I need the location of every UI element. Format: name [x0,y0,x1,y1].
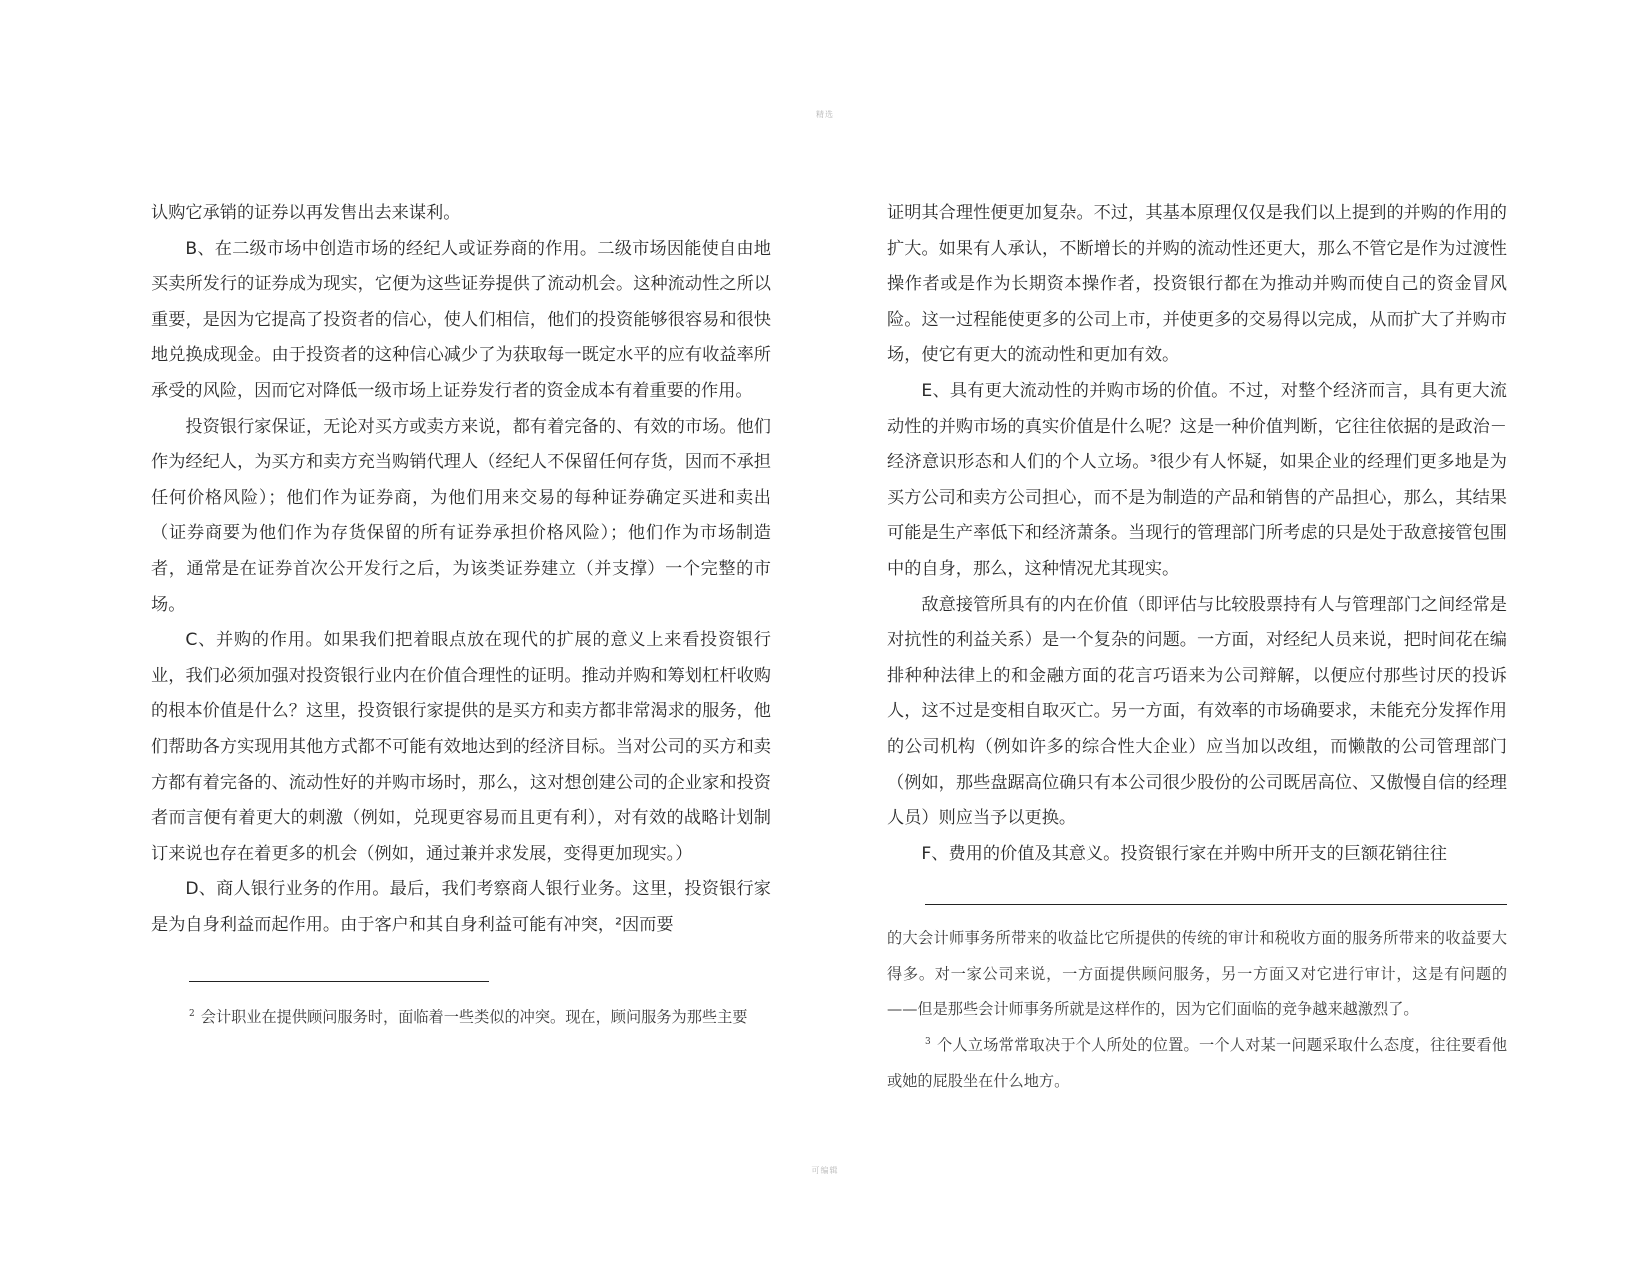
footnote-divider [189,981,489,982]
paragraph-intro: 认购它承销的证券以再发售出去来谋利。 [151,203,461,223]
footnote-2 [151,1000,771,1036]
paragraph-hostile-takeover: 敌意接管所具有的内在价值（即评估与比较股票持有人与管理部门之间经常是对抗性的利益关系）是一个复杂的问题。一方面，对经纪人员来说，把时间花在编排种种法律上的和金融方面的花言巧语来为公司辩解，以便应付那些讨厌的投诉人，这不过是变相自取灭亡。另一方面，有效率的市场确要求，未能充分发挥作用的公司机构（例如许多的综合性大企业）应当加以改组，而懒散的公司管理部门（例如，那些盘踞高位确只有本公司很少股份的公司既居高位、又傲慢自信的经理人员）则应当予以更换。 [887,594,1507,829]
footnote-3 [887,1028,1507,1099]
paragraph-d-merchant-banking: D、商人银行业务的作用。最后，我们考察商人银行业务。这里，投资银行家是为自身利益而起作用。由于客户和其自身利益可能有冲突，²因而要 [151,879,771,935]
footnote-text: 个人立场常常取决于个人所处的位置。一个人对某一问题采取什么态度，往往要看他或她的屁股坐在什么地方。 [887,1036,1507,1090]
header-watermark: 精选 [816,110,834,119]
right-column [887,196,1507,1099]
footnote-divider [925,904,1507,905]
footnote-2-continued: 的大会计师事务所带来的收益比它所提供的传统的审计和税收方面的服务所带来的收益要大得多。对一家公司来说，一方面提供顾问服务，另一方面又对它进行审计，这是有问题的——但是那些会计师事务所就是这样作的，因为它们面临的竞争越来越激烈了。 [887,929,1507,1019]
paragraph-e-liquidity-value: E、具有更大流动性的并购市场的价值。不过，对整个经济而言，具有更大流动性的并购市场的真实价值是什么呢？这是一种价值判断，它往往依据的是政治－经济意识形态和人们的个人立场。³很少有人怀疑，如果企业的经理们更多地是为买方公司和卖方公司担心，而不是为制造的产品和销售的产品担心，那么，其结果可能是生产率低下和经济萧条。当现行的管理部门所考虑的只是处于敌意接管包围中的自身，那么，这种情况尤其现实。 [887,380,1507,579]
paragraph-banker-guarantee: 投资银行家保证，无论对买方或卖方来说，都有着完备的、有效的市场。他们作为经纪人，为买方和卖方充当购销代理人（经纪人不保留任何存货，因而不承担任何价格风险）；他们作为证券商，为他们用来交易的每种证券确定买进和卖出（证券商要为他们作为存货保留的所有证券承担价格风险）；他们作为市场制造者，通常是在证券首次公开发行之后，为该类证券建立（并支撑）一个完整的市场。 [151,416,771,615]
paragraph-continuation: 证明其合理性便更加复杂。不过，其基本原理仅仅是我们以上提到的并购的作用的扩大。如果有人承认，不断增长的并购的流动性还更大，那么不管它是作为过渡性操作者或是作为长期资本操作者，投资银行都在为推动并购而使自己的资金冒风险。这一过程能使更多的公司上市，并使更多的交易得以完成，从而扩大了并购市场，使它有更大的流动性和更加有效。 [887,203,1507,366]
left-column [151,196,771,1036]
paragraph-f-fees: F、费用的价值及其意义。投资银行家在并购中所开支的巨额花销往往 [921,843,1447,864]
footnote-text: 会计职业在提供顾问服务时，面临着一些类似的冲突。现在，顾问服务为那些主要 [200,1008,748,1027]
footnote-number: 2 [189,1009,195,1020]
paragraph-b-secondary-market: B、在二级市场中创造市场的经纪人或证券商的作用。二级市场因能使自由地买卖所发行的证券成为现实，它便为这些证券提供了流动机会。这种流动性之所以重要，是因为它提高了投资者的信心，使人们相信，他们的投资能够很容易和很快地兑换成现金。由于投资者的这种信心减少了为获取每一既定水平的应有收益率所承受的风险，因而它对降低一级市场上证券发行者的资金成本有着重要的作用。 [151,238,771,401]
paragraph-c-mergers: C、并购的作用。如果我们把着眼点放在现代的扩展的意义上来看投资银行业，我们必须加强对投资银行业内在价值合理性的证明。推动并购和筹划杠杆收购的根本价值是什么？这里，投资银行家提供的是买方和卖方都非常渴求的服务，他们帮助各方实现用其他方式都不可能有效地达到的经济目标。当对公司的买方和卖方都有着完备的、流动性好的并购市场时，那么，这对想创建公司的企业家和投资者而言便有着更大的刺激（例如，兑现更容易而且更有利），对有效的战略计划制订来说也存在着更多的机会（例如，通过兼并求发展，变得更加现实。） [151,630,771,864]
footnote-number: 3 [925,1037,931,1047]
footer-watermark: 可编辑 [811,1166,839,1175]
